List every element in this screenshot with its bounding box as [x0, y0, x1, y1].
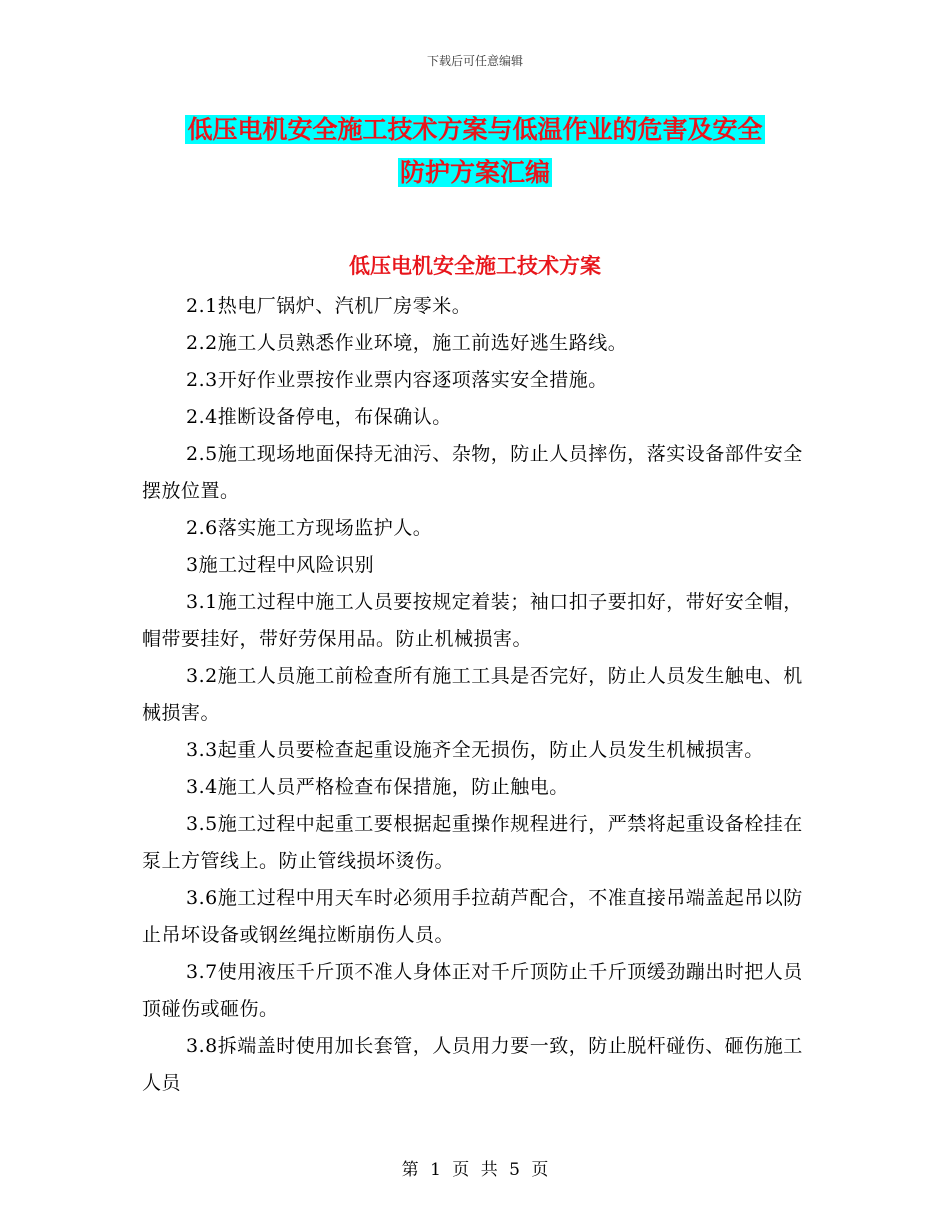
paragraph: 3.1施工过程中施工人员要按规定着装；袖口扣子要扣好，带好安全帽，帽带要挂好，带好劳保用品。防止机械损害。 [142, 591, 803, 650]
paragraph: 2.1热电厂锅炉、汽机厂房零米。 [186, 295, 472, 317]
paragraph: 2.4推断设备停电，布保确认。 [186, 406, 452, 428]
paragraph: 2.6落实施工方现场监护人。 [186, 517, 433, 539]
paragraph: 3施工过程中风险识别 [186, 554, 375, 576]
paragraph: 2.5施工现场地面保持无油污、杂物，防止人员摔伤，落实设备部件安全摆放位置。 [142, 443, 803, 502]
document-title-line-2 [0, 155, 950, 191]
document-title-line-1 [0, 112, 950, 148]
section-subtitle: 低压电机安全施工技术方案 [349, 254, 601, 278]
paragraph: 3.6施工过程中用天车时必须用手拉葫芦配合，不准直接吊端盖起吊以防止吊坏设备或钢丝绳拉断崩伤人员。 [142, 887, 803, 946]
page-footer: 第 1 页 共 5 页 [401, 1160, 549, 1180]
paragraph: 2.2施工人员熟悉作业环境，施工前选好逃生路线。 [186, 332, 628, 354]
paragraph: 3.4施工人员严格检查布保措施，防止触电。 [186, 776, 569, 798]
paragraph: 3.5施工过程中起重工要根据起重操作规程进行，严禁将起重设备栓挂在泵上方管线上。防止管线损坏烫伤。 [142, 813, 803, 872]
paragraph: 2.3开好作业票按作业票内容逐项落实安全措施。 [186, 369, 608, 391]
paragraph: 3.7使用液压千斤顶不准人身体正对千斤顶防止千斤顶缓劲蹦出时把人员顶碰伤或砸伤。 [142, 961, 803, 1020]
paragraph: 3.2施工人员施工前检查所有施工工具是否完好，防止人员发生触电、机械损害。 [142, 665, 803, 724]
document-body [142, 288, 814, 1102]
paragraph: 3.8拆端盖时使用加长套管，人员用力要一致，防止脱杆碰伤、砸伤施工人员 [142, 1035, 803, 1094]
paragraph: 3.3起重人员要检查起重设施齐全无损伤，防止人员发生机械损害。 [186, 739, 764, 761]
title-highlight-1: 低压电机安全施工技术方案与低温作业的危害及安全 [187, 115, 763, 144]
title-highlight-2: 防护方案汇编 [399, 158, 550, 187]
header-note: 下载后可任意编辑 [426, 54, 523, 68]
